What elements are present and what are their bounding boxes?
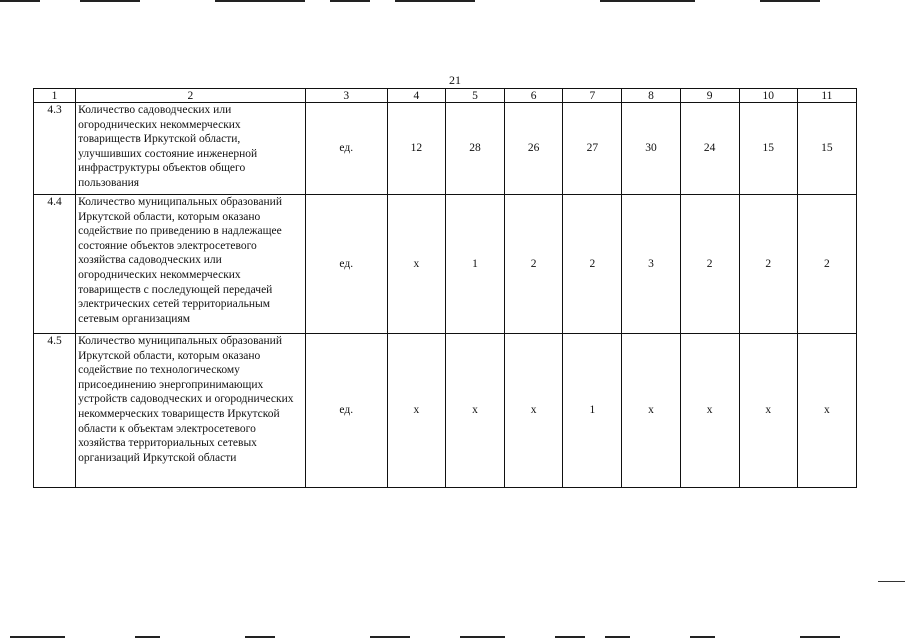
indicators-table bbox=[33, 88, 857, 488]
row-value: х bbox=[797, 334, 856, 488]
row-description: Количество садоводческих или огороднических некоммерческих товариществ Иркутской области, улучшивших состояние инженерной инфраструктуры объектов общего пользования bbox=[76, 103, 306, 195]
row-value: 15 bbox=[797, 103, 856, 195]
scan-edge-bottom bbox=[605, 636, 630, 638]
scan-edge-bottom bbox=[555, 636, 585, 638]
row-description: Количество муниципальных образований Иркутской области, которым оказано содействие по технологическому присоединению энергопринимающих устройств садоводческих и огороднических некоммерческих товариществ Иркутской области к объектам электросетевого хозяйства территориальных сетевых организаций Иркутской области bbox=[76, 334, 306, 488]
row-unit: ед. bbox=[305, 334, 387, 488]
row-value: 3 bbox=[622, 195, 680, 334]
scan-edge-top bbox=[330, 0, 370, 2]
header-cell: 4 bbox=[387, 89, 445, 103]
row-number: 4.4 bbox=[34, 195, 76, 334]
header-cell: 5 bbox=[445, 89, 504, 103]
scan-edge-right bbox=[878, 581, 905, 582]
header-cell: 10 bbox=[739, 89, 797, 103]
row-description: Количество муниципальных образований Иркутской области, которым оказано содействие по приведению в надлежащее состояние объектов электросетевого хозяйства садоводческих или огороднических некоммерческих товариществ с последующей передачей электрических сетей территориальным сетевым организациям bbox=[76, 195, 306, 334]
row-value: 1 bbox=[563, 334, 622, 488]
row-value: 2 bbox=[505, 195, 563, 334]
scan-edge-top bbox=[760, 0, 820, 2]
row-value: 15 bbox=[739, 103, 797, 195]
row-value: х bbox=[680, 334, 739, 488]
scan-edge-top bbox=[600, 0, 695, 2]
row-value: х bbox=[622, 334, 680, 488]
table-row bbox=[34, 334, 857, 488]
row-number: 4.3 bbox=[34, 103, 76, 195]
table-row bbox=[34, 103, 857, 195]
row-number: 4.5 bbox=[34, 334, 76, 488]
header-cell: 1 bbox=[34, 89, 76, 103]
header-cell: 3 bbox=[305, 89, 387, 103]
row-value: х bbox=[739, 334, 797, 488]
row-value: 27 bbox=[563, 103, 622, 195]
scan-edge-top bbox=[215, 0, 305, 2]
header-cell: 7 bbox=[563, 89, 622, 103]
scan-edge-bottom bbox=[370, 636, 410, 638]
scan-edge-bottom bbox=[460, 636, 505, 638]
scan-edge-bottom bbox=[245, 636, 275, 638]
header-cell: 11 bbox=[797, 89, 856, 103]
row-value: 30 bbox=[622, 103, 680, 195]
page-number: 21 bbox=[449, 73, 461, 87]
scan-edge-top bbox=[0, 0, 40, 2]
header-cell: 9 bbox=[680, 89, 739, 103]
row-value: 24 bbox=[680, 103, 739, 195]
row-value: х bbox=[387, 195, 445, 334]
row-unit: ед. bbox=[305, 195, 387, 334]
row-value: 2 bbox=[680, 195, 739, 334]
row-value: 26 bbox=[505, 103, 563, 195]
table-row bbox=[34, 195, 857, 334]
row-unit: ед. bbox=[305, 103, 387, 195]
scan-edge-top bbox=[80, 0, 140, 2]
row-value: х bbox=[445, 334, 504, 488]
row-value: 12 bbox=[387, 103, 445, 195]
row-value: х bbox=[505, 334, 563, 488]
header-row bbox=[34, 89, 857, 103]
scan-edge-top bbox=[395, 0, 475, 2]
header-cell: 2 bbox=[76, 89, 306, 103]
scan-edge-bottom bbox=[800, 636, 840, 638]
scan-edge-bottom bbox=[135, 636, 160, 638]
row-value: 2 bbox=[739, 195, 797, 334]
row-value: 1 bbox=[445, 195, 504, 334]
row-value: х bbox=[387, 334, 445, 488]
row-value: 2 bbox=[563, 195, 622, 334]
row-value: 28 bbox=[445, 103, 504, 195]
scan-edge-bottom bbox=[690, 636, 715, 638]
scan-edge-bottom bbox=[10, 636, 65, 638]
row-value: 2 bbox=[797, 195, 856, 334]
header-cell: 8 bbox=[622, 89, 680, 103]
header-cell: 6 bbox=[505, 89, 563, 103]
